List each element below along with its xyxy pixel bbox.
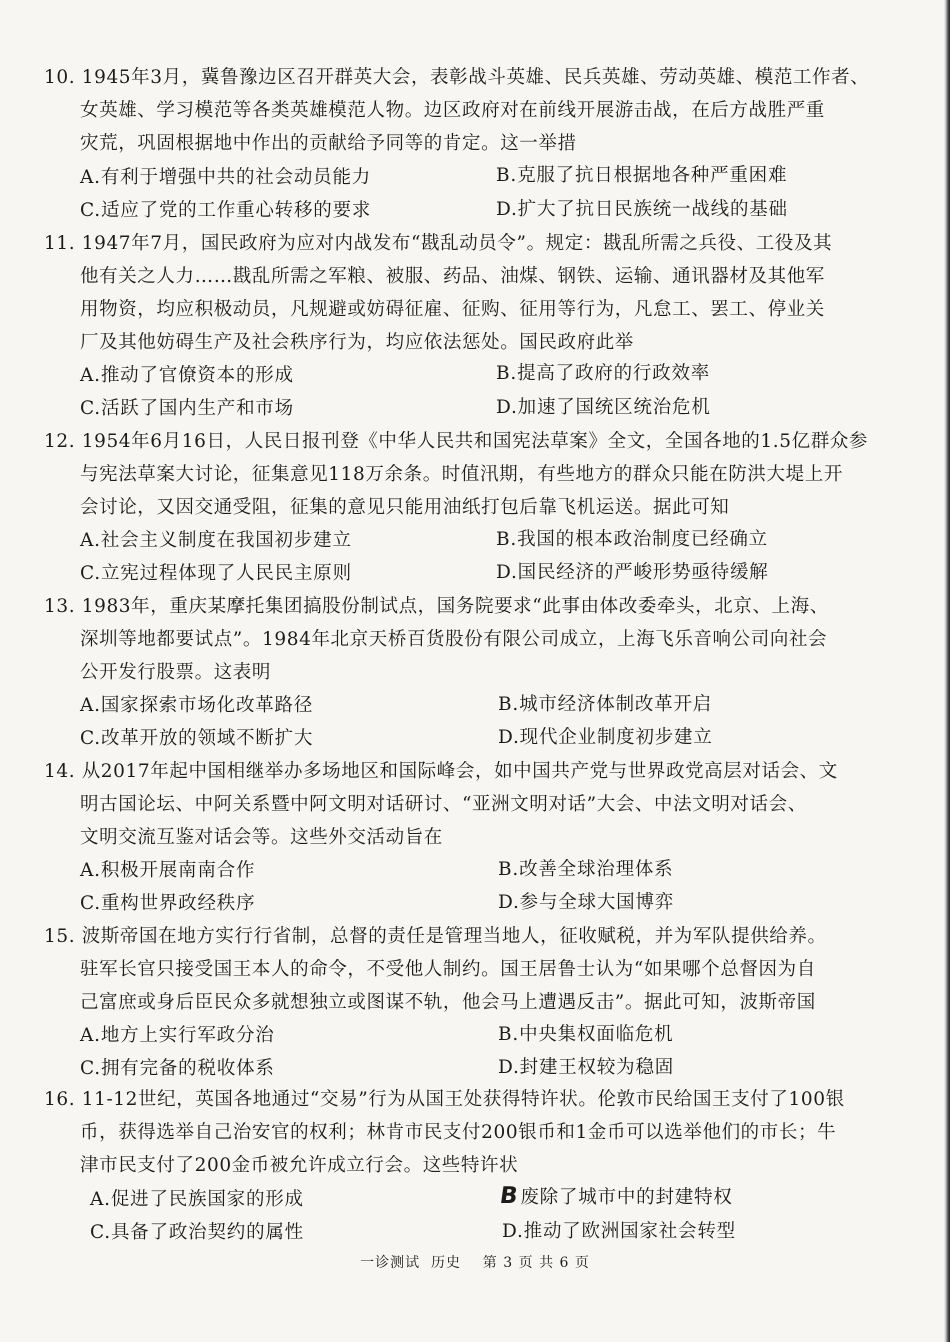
- option-letter: C.: [80, 398, 101, 419]
- option-text: 国家探索市场化改革路径: [100, 695, 314, 716]
- option-letter: D.: [496, 199, 518, 220]
- option-text: 具备了政治契约的属性: [110, 1222, 304, 1243]
- option-a: [80, 694, 313, 718]
- option-text: 我国的根本政治制度已经确立: [517, 529, 768, 550]
- question-stem-line: 14. 从2017年起中国相继举办多场地区和国际峰会，如中国共产党与世界政党高层对话会、文: [44, 761, 838, 782]
- option-letter: B.: [498, 694, 520, 715]
- option-text: 国民经济的严峻形势亟待缓解: [517, 562, 769, 583]
- option-letter: B.: [498, 1024, 520, 1045]
- question-stem-line: 深圳等地都要试点”。1984年北京天桥百货股份有限公司成立，上海飞乐音响公司向社会: [80, 629, 828, 650]
- option-letter: C.: [80, 563, 101, 584]
- option-text: 立宪过程体现了人民民主原则: [100, 563, 352, 584]
- option-a: [80, 529, 352, 553]
- option-text: 拥有完备的税收体系: [100, 1058, 275, 1079]
- option-letter: A.: [80, 860, 101, 881]
- question-stem-line: 明古国论坛、中阿关系暨中阿文明对话研讨、“亚洲文明对话”大会、中法文明对话会、: [80, 794, 807, 815]
- option-letter: D.: [498, 1057, 520, 1078]
- option-letter: D.: [496, 562, 518, 583]
- option-d: [496, 198, 788, 222]
- option-c: [80, 727, 313, 751]
- question-stem-line: 12. 1954年6月16日，人民日报刊登《中华人民共和国宪法草案》全文，全国各地的1.5亿群众参: [44, 431, 869, 452]
- scan-edge-shadow: [944, 0, 950, 1342]
- option-a: [90, 1188, 304, 1212]
- option-letter: D.: [502, 1221, 524, 1242]
- option-letter: A.: [80, 365, 101, 386]
- option-letter: B.: [496, 529, 518, 550]
- option-letter: C.: [80, 893, 101, 914]
- option-c: [80, 562, 352, 586]
- option-d: [498, 891, 674, 915]
- question-stem-line: 文明交流互鉴对话会等。这些外交活动旨在: [80, 827, 443, 848]
- option-b: [496, 362, 710, 386]
- option-letter: D.: [498, 892, 520, 913]
- question-stem-line: 用物资，均应积极动员，凡规避或妨碍征雇、征购、征用等行为，凡怠工、罢工、停业关: [80, 299, 825, 320]
- question-stem-line: 津市民支付了200金币被允许成立行会。这些特许状: [80, 1155, 519, 1176]
- option-text: 有利于增强中共的社会动员能力: [100, 167, 372, 188]
- option-text: 适应了党的工作重心转移的要求: [100, 200, 372, 221]
- option-text: 提高了政府的行政效率: [517, 363, 711, 384]
- question-stem-line: 币，获得选举自己治安官的权利；林肯市民支付200银币和1金币可以选举他们的市长；牛: [80, 1122, 837, 1143]
- option-text: 扩大了抗日民族统一战线的基础: [517, 199, 788, 220]
- option-d: [496, 561, 769, 585]
- option-text: 推动了欧洲国家社会转型: [523, 1221, 736, 1242]
- question-stem-line: 女英雄、学习模范等各类英雄模范人物。边区政府对在前线开展游击战，在后方战胜严重: [80, 100, 825, 121]
- question-stem-line: 公开发行股票。这表明: [80, 662, 272, 683]
- option-letter: A.: [80, 167, 101, 188]
- option-letter: C.: [80, 1058, 101, 1079]
- option-b: [496, 528, 768, 552]
- option-c: [80, 199, 371, 223]
- option-letter: C.: [80, 200, 101, 221]
- option-b-handwritten: [500, 1184, 733, 1210]
- option-letter: B.: [498, 859, 520, 880]
- option-c: [80, 1057, 275, 1081]
- option-a: [80, 859, 255, 883]
- option-text: 城市经济体制改革开启: [519, 694, 713, 715]
- option-text: 推动了官僚资本的形成: [100, 365, 294, 386]
- question-stem-line: 13. 1983年，重庆某摩托集团搞股份制试点，国务院要求“此事由体改委牵头，北京、上海、: [44, 596, 829, 617]
- option-text: 改革开放的领域不断扩大: [100, 728, 314, 749]
- option-letter: D.: [496, 397, 518, 418]
- option-letter: C.: [90, 1222, 111, 1243]
- question-stem-line: 11. 1947年7月，国民政府为应对内战发布“戡乱动员令”。规定：戡乱所需之兵役、工役及其: [44, 233, 833, 254]
- question-stem-line: 灾荒，巩固根据地中作出的贡献给予同等的肯定。这一举措: [80, 133, 577, 154]
- option-b: [496, 164, 787, 188]
- question-stem-line: 16. 11-12世纪，英国各地通过“交易”行为从国王处获得特许状。伦敦市民给国王支付了100银: [44, 1089, 845, 1110]
- option-text: 改善全球治理体系: [519, 859, 674, 880]
- option-letter: A.: [90, 1189, 111, 1210]
- option-b: [498, 858, 673, 882]
- option-c: [80, 892, 255, 916]
- option-letter: A.: [80, 530, 101, 551]
- option-b: [498, 693, 712, 717]
- option-c: [80, 397, 294, 421]
- option-text: 克服了抗日根据地各种严重困难: [517, 165, 788, 186]
- page-footer: 一诊测试 历史 第 3 页 共 6 页: [360, 1255, 590, 1271]
- option-letter: D.: [498, 727, 520, 748]
- option-letter: B.: [496, 165, 518, 186]
- option-letter: B.: [496, 363, 518, 384]
- question-stem-line: 会讨论，又因交通受阻，征集的意见只能用油纸打包后靠飞机运送。据此可知: [80, 497, 730, 518]
- question-stem-line: 与宪法草案大讨论，征集意见118万余条。时值汛期，有些地方的群众只能在防洪大堤上开: [80, 464, 843, 485]
- question-stem-line: 10. 1945年3月，冀鲁豫边区召开群英大会，表彰战斗英雄、民兵英雄、劳动英雄、模范工作者、: [44, 67, 870, 88]
- option-d: [498, 726, 713, 750]
- question-stem-line: 己富庶或身后臣民众多就想独立或图谋不轨，他会马上遭遇反击”。据此可知，波斯帝国: [80, 992, 816, 1013]
- option-d: [496, 396, 711, 420]
- option-text: 重构世界政经秩序: [100, 893, 256, 914]
- option-a: [80, 166, 371, 190]
- option-letter: A.: [80, 1025, 101, 1046]
- question-stem-line: 他有关之人力……戡乱所需之军粮、被服、药品、油煤、钢铁、运输、通讯器材及其他军: [80, 266, 825, 287]
- option-b: [498, 1023, 673, 1047]
- option-text: 活跃了国内生产和市场: [100, 398, 294, 419]
- option-c: [90, 1221, 304, 1245]
- handwritten-answer-mark: B: [498, 1183, 521, 1209]
- option-text: 废除了城市中的封建特权: [520, 1187, 733, 1208]
- question-stem-line: 驻军长官只接受国王本人的命令，不受他人制约。国王居鲁士认为“如果哪个总督因为自: [80, 959, 816, 980]
- option-d: [498, 1056, 674, 1080]
- option-text: 社会主义制度在我国初步建立: [100, 530, 352, 551]
- option-a: [80, 1024, 275, 1048]
- option-text: 中央集权面临危机: [519, 1024, 674, 1045]
- question-stem-line: 厂及其他妨碍生产及社会秩序行为，均应依法惩处。国民政府此举: [80, 332, 634, 353]
- option-text: 封建王权较为稳固: [519, 1057, 675, 1078]
- option-text: 地方上实行军政分治: [100, 1025, 275, 1046]
- option-text: 现代企业制度初步建立: [519, 727, 713, 748]
- option-letter: C.: [80, 728, 101, 749]
- option-text: 加速了国统区统治危机: [517, 397, 711, 418]
- option-a: [80, 364, 294, 388]
- option-d: [502, 1220, 736, 1244]
- question-stem-line: 15. 波斯帝国在地方实行行省制，总督的责任是管理当地人，征收赋税，并为军队提供给养。: [44, 926, 827, 947]
- option-letter: A.: [80, 695, 101, 716]
- option-text: 促进了民族国家的形成: [110, 1189, 304, 1210]
- option-text: 参与全球大国博弈: [519, 892, 675, 913]
- option-text: 积极开展南南合作: [100, 860, 256, 881]
